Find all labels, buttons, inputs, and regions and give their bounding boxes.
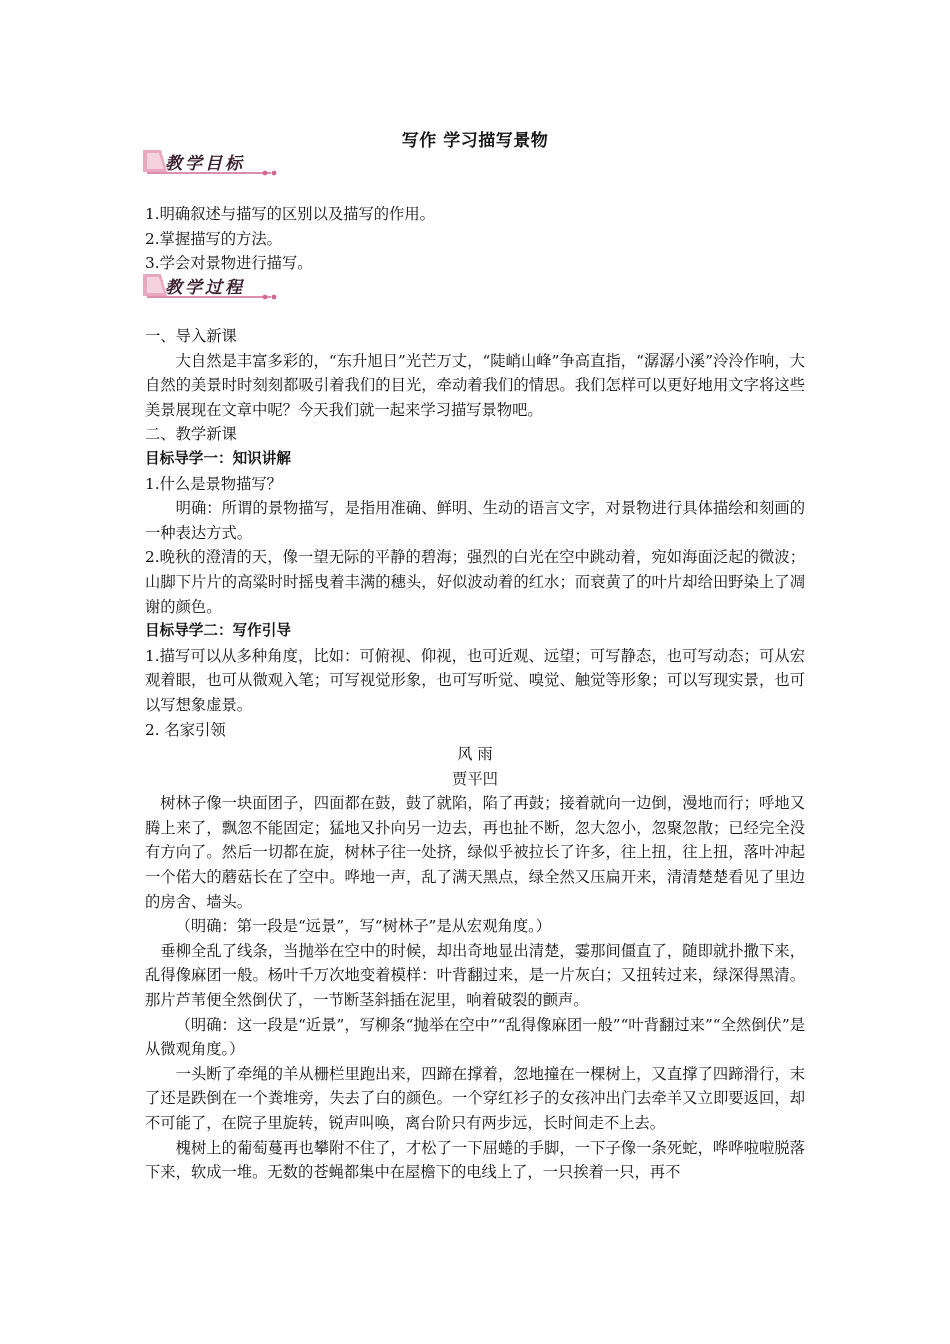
essay-author: 贾平凹 (452, 769, 498, 788)
banner-label: 教学目标 (165, 154, 245, 174)
section-heading: 二、教学新课 (145, 425, 237, 444)
essay-note: （明确：第一段是“远景”，写“树林子”是从宏观角度。） (175, 917, 552, 936)
intro-paragraph: 大自然是丰富多彩的，“东升旭日”光芒万丈，“陡峭山峰”争高直指，“潺潺小溪”泠泠作响，大自然的美景时时刻刻都吸引着我们的目光，牵动着我们的情思。我们怎样可以更好地用文字将这些美景展现在文章中呢？今天我们就一起来学习描写景物吧。 (145, 351, 805, 419)
section-banner-process (143, 272, 283, 304)
banner-label: 教学过程 (165, 278, 245, 298)
goal-heading: 目标导学二：写作引导 (145, 622, 291, 640)
essay-paragraph: 树林子像一块面团子，四面都在鼓，鼓了就陷，陷了再鼓；接着就向一边倒，漫地而行；呼地又腾上来了，飘忽不能固定；猛地又扑向另一边去，再也扯不断，忽大忽小，忽聚忽散；已经完全没有方向了。然后一切都在旋，树林子往一处挤，绿似乎被拉长了许多，往上扭，往上扭，落叶冲起一个偌大的蘑菇长在了空中。哗地一声，乱了满天黑点，绿全然又压扁开来，清清楚楚看见了里边的房舍、墙头。 (145, 794, 805, 911)
answer-paragraph: 明确：所谓的景物描写，是指用准确、鲜明、生动的语言文字，对景物进行具体描绘和刻画的一种表达方式。 (145, 499, 805, 542)
section-heading: 一、导入新课 (145, 327, 237, 345)
question-item: 2.晚秋的澄清的天，像一望无际的平静的碧海；强烈的白光在空中跳动着，宛如海面泛起的微波；山脚下片片的高粱时时摇曳着丰满的穗头，好似波动着的红水；而衰黄了的叶片却给田野染上了凋谢的颜色。 (145, 548, 805, 616)
objective-item: 3.学会对景物进行描写。 (145, 254, 313, 273)
objective-item: 1.明确叙述与描写的区别以及描写的作用。 (145, 205, 435, 223)
goal-heading: 目标导学一：知识讲解 (145, 449, 291, 467)
objectives-list (145, 202, 805, 276)
guide-item: 2. 名家引领 (145, 720, 226, 739)
essay-note: （明确：这一段是“近景”，写柳条“抛举在空中”“乱得像麻团一般”“叶背翻过来”“全然倒伏”是从微观角度。） (145, 1015, 805, 1059)
essay-paragraph: 垂柳全乱了线条，当抛举在空中的时候，却出奇地显出清楚，霎那间僵直了，随即就扑撒下来，乱得像麻团一般。杨叶千万次地变着模样：叶背翻过来，是一片灰白；又扭转过来，绿深得黑清。那片芦苇便全然倒伏了，一节断茎斜插在泥里，响着破裂的颤声。 (145, 941, 805, 1010)
page-title: 写作 学习描写景物 (401, 131, 549, 151)
guide-item: 1.描写可以从多种角度，比如：可俯视、仰视，也可近观、远望；可写静态，也可写动态；可从宏观着眼，也可从微观入笔；可写视觉形象，也可写听觉、嗅觉、触觉等形象；可以写现实景，也可以写想象虚景。 (145, 646, 805, 714)
essay-paragraph: 槐树上的葡萄蔓再也攀附不住了，才松了一下屈蜷的手脚，一下子像一条死蛇，哗哗啦啦脱落下来，软成一堆。无数的苍蝇都集中在屋檐下的电线上了，一只挨着一只，再不 (145, 1138, 805, 1182)
section-banner-objectives (143, 148, 283, 180)
process-body (145, 324, 805, 1185)
essay-title: 风 雨 (457, 745, 493, 764)
essay-paragraph: 一头断了牵绳的羊从栅栏里跑出来，四蹄在撑着，忽地撞在一棵树上，又直撑了四蹄滑行，末了还是跌倒在一个粪堆旁，失去了白的颜色。一个穿红衫子的女孩冲出门去牵羊又立即要返回，却不可能了，在院子里旋转，锐声叫唤，离台阶只有两步远，长时间走不上去。 (145, 1064, 805, 1132)
objective-item: 2.掌握描写的方法。 (145, 229, 282, 248)
question-item: 1.什么是景物描写？ (145, 474, 282, 493)
